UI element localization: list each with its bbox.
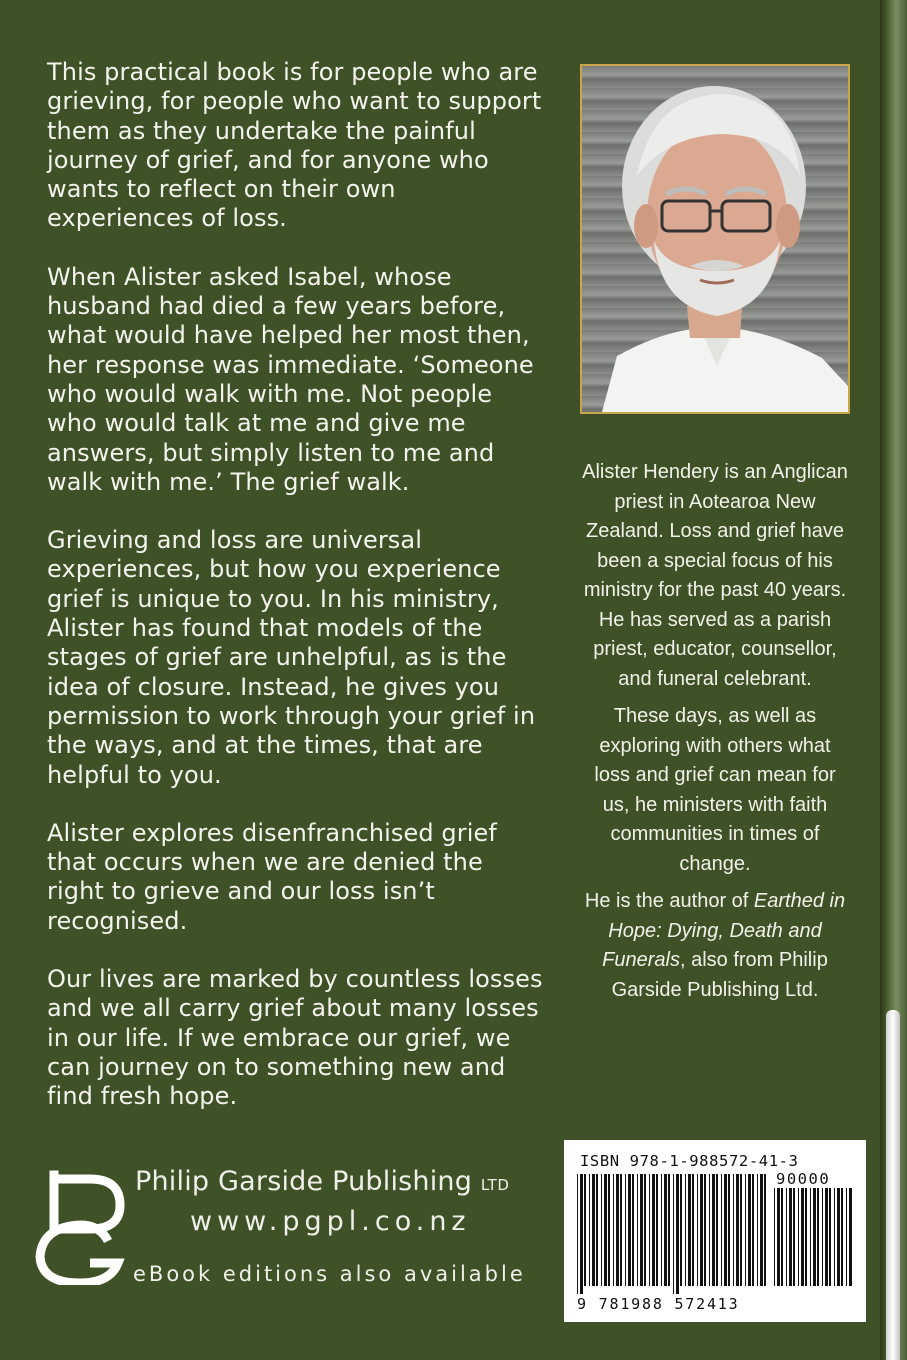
bio-text: , also from Philip Garside Publishing Ltd. xyxy=(611,949,828,1001)
barcode-bar xyxy=(841,1188,843,1286)
bio-paragraph xyxy=(580,887,850,1005)
addon-barcode-bars xyxy=(774,1188,852,1294)
barcode-bar xyxy=(640,1174,643,1286)
background-pole xyxy=(886,1010,900,1360)
barcode-bar xyxy=(805,1188,807,1286)
barcode-bar xyxy=(668,1174,670,1286)
blurb-paragraph: When Alister asked Isabel, whose husband had died a few years before, what would have helped her most then, her response was immediate. ‘Someone who would walk with me. Not people who would talk at me and give me answers, but simply listen to me and walk with me.’ The grief walk. xyxy=(47,262,534,496)
barcode-bar xyxy=(649,1174,650,1286)
barcode-bar xyxy=(692,1174,694,1286)
barcode-bar xyxy=(625,1174,626,1286)
barcode-bar xyxy=(616,1174,619,1286)
pg-logo-icon xyxy=(30,1165,135,1285)
barcode-bar xyxy=(712,1174,715,1286)
ean-digits: 9 781988 572413 xyxy=(577,1295,740,1313)
barcode-bar xyxy=(748,1174,751,1286)
barcode-bar xyxy=(733,1174,734,1286)
barcode-bar xyxy=(789,1188,792,1286)
barcode-bar xyxy=(604,1174,607,1286)
blurb-paragraph: Grieving and loss are universal experiences, but how you experience grief is unique to you. In his ministry, Alister has found that models of the stages of grief are unhelpful, as is the idea of closure. Instead, he gives you permission to work through your grief in the ways, and at the times, that are helpful to you. xyxy=(47,526,536,789)
bio-paragraph: Alister Hendery is an Anglican priest in Aotearoa New Zealand. Loss and grief have been a special focus of his ministry for the past 40 years. He has served as a parish priest, educator, counsellor, and funeral celebrant. xyxy=(582,461,848,690)
barcode-bar xyxy=(661,1174,662,1286)
barcode-bar xyxy=(628,1174,631,1286)
barcode-bar xyxy=(577,1174,578,1294)
publisher-name-text: Philip Garside Publishing xyxy=(135,1166,473,1197)
barcode-bar xyxy=(716,1174,718,1286)
barcode-bar xyxy=(829,1188,831,1286)
spine-edge xyxy=(880,0,907,1360)
barcode-bar xyxy=(700,1174,703,1286)
barcode-bar xyxy=(584,1174,586,1286)
barcode-bar xyxy=(637,1174,638,1286)
barcode-bar xyxy=(740,1174,742,1286)
barcode-bar xyxy=(825,1188,828,1286)
bio-paragraph: These days, as well as exploring with others what loss and grief can mean for us, he ministers with faith communities in times of change. xyxy=(594,705,836,875)
barcode-bar xyxy=(664,1174,667,1286)
blurb-paragraph: Our lives are marked by countless losses and we all carry grief about many losses in our life. If we embrace our grief, we can journey on to something new and find fresh hope. xyxy=(47,965,543,1111)
barcode-bar xyxy=(656,1174,658,1286)
barcode-bar xyxy=(757,1174,758,1286)
barcode-bar xyxy=(745,1174,746,1286)
barcode-bar xyxy=(834,1188,835,1286)
barcode-bar xyxy=(777,1188,780,1286)
book-title: Earthed in Hope: Dying, Death and Funerals xyxy=(602,890,846,971)
barcode-bar xyxy=(613,1174,614,1286)
barcode-bar xyxy=(652,1174,655,1286)
barcode-bar xyxy=(798,1188,799,1286)
barcode-bar xyxy=(709,1174,710,1286)
barcode-bar xyxy=(817,1188,819,1286)
barcode-bar xyxy=(810,1188,811,1286)
barcode-bar xyxy=(793,1188,795,1286)
author-bio xyxy=(580,458,850,1013)
barcode-bar xyxy=(849,1188,852,1286)
blurb-paragraph: This practical book is for people who are grieving, for people who want to support them as they undertake the painful journey of grief, and for anyone who wants to reflect on their own experiences of loss. xyxy=(47,58,542,233)
barcode-bar xyxy=(837,1188,840,1286)
isbn-barcode xyxy=(564,1140,866,1322)
barcode-bar xyxy=(760,1174,763,1286)
barcode-bar xyxy=(736,1174,739,1286)
ean-barcode-bars xyxy=(577,1174,767,1294)
barcode-bar xyxy=(781,1188,783,1286)
barcode-bar xyxy=(697,1174,698,1286)
barcode-bar xyxy=(704,1174,706,1286)
barcode-bar xyxy=(774,1188,775,1286)
barcode-bar xyxy=(724,1174,727,1286)
barcode-bar xyxy=(592,1174,595,1286)
ebook-note: eBook editions also available xyxy=(133,1262,526,1286)
publisher-name xyxy=(135,1166,555,1197)
isbn-label: ISBN 978-1-988572-41-3 xyxy=(580,1152,799,1170)
barcode-bar xyxy=(632,1174,634,1286)
barcode-bar xyxy=(721,1174,722,1286)
barcode-bar xyxy=(846,1188,847,1286)
barcode-bar xyxy=(752,1174,754,1286)
publisher-website: www.pgpl.co.nz xyxy=(190,1206,471,1237)
author-photo xyxy=(580,64,850,414)
barcode-bar xyxy=(644,1174,646,1286)
barcode-bar xyxy=(601,1174,602,1286)
barcode-bar xyxy=(764,1174,766,1286)
barcode-bar xyxy=(822,1188,823,1286)
barcode-bar xyxy=(589,1174,590,1286)
barcode-bar xyxy=(813,1188,816,1286)
barcode-bar xyxy=(786,1188,787,1286)
price-code: 90000 xyxy=(776,1170,831,1188)
barcode-bar xyxy=(685,1174,686,1286)
barcode-bar xyxy=(580,1174,583,1294)
barcode-bar xyxy=(801,1188,804,1286)
blurb-paragraph: Alister explores disenfranchised grief that occurs when we are denied the right to grieve and our loss isn’t recognised. xyxy=(47,818,497,935)
barcode-bar xyxy=(680,1174,682,1286)
back-cover-blurb xyxy=(47,58,547,1141)
publisher-ltd: LTD xyxy=(480,1176,510,1194)
bio-text: He is the author of xyxy=(584,890,754,912)
barcode-bar xyxy=(596,1174,598,1286)
barcode-bar xyxy=(688,1174,691,1286)
barcode-bar xyxy=(620,1174,622,1286)
author-portrait-illustration xyxy=(582,66,848,412)
barcode-bar xyxy=(673,1174,674,1294)
barcode-bar xyxy=(728,1174,730,1286)
barcode-bar xyxy=(608,1174,610,1286)
barcode-bar xyxy=(676,1174,679,1294)
